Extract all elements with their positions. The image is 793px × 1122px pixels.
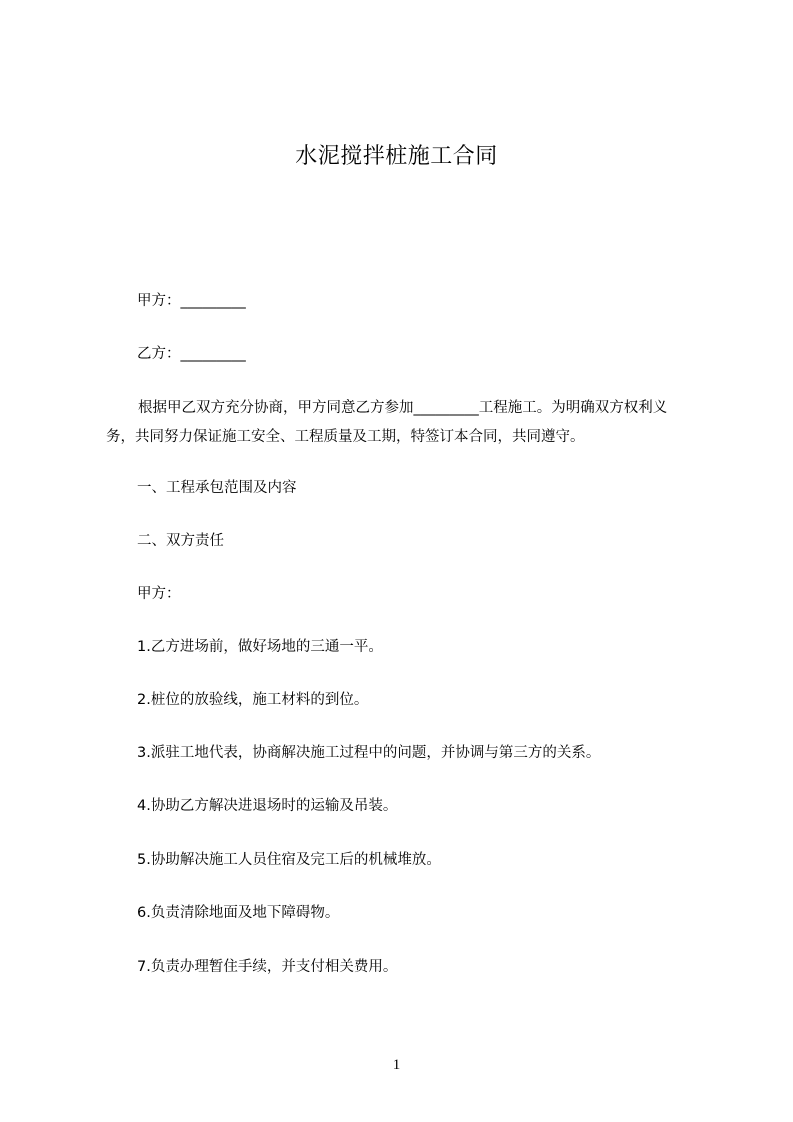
section-1-heading: 一、工程承包范围及内容 bbox=[137, 480, 297, 496]
list-item: 4.协助乙方解决进退场时的运输及吊装。 bbox=[137, 798, 398, 814]
list-item: 7.负责办理暂住手续，并支付相关费用。 bbox=[137, 959, 398, 975]
list-item: 1.乙方进场前，做好场地的三通一平。 bbox=[137, 639, 383, 655]
party-b-line: 乙方：_________ bbox=[137, 346, 246, 362]
party-a-line: 甲方：_________ bbox=[137, 293, 246, 309]
page-number: 1 bbox=[392, 1057, 401, 1073]
document-title: 水泥搅拌桩施工合同 bbox=[295, 144, 498, 169]
preamble-text: 根据甲乙双方充分协商，甲方同意乙方参加_________工程施工。为明确双方权利义务，共同努力保证施工安全、工程质量及工期，特签订本合同，共同遵守。 bbox=[106, 400, 668, 445]
section-2-heading: 二、双方责任 bbox=[137, 533, 224, 549]
list-item: 2.桩位的放验线，施工材料的到位。 bbox=[137, 692, 369, 708]
party-a-heading: 甲方： bbox=[137, 586, 181, 602]
list-item: 6.负责清除地面及地下障碍物。 bbox=[137, 905, 340, 921]
preamble-paragraph bbox=[106, 394, 696, 452]
list-item: 5.协助解决施工人员住宿及完工后的机械堆放。 bbox=[137, 852, 441, 868]
list-item: 3.派驻工地代表，协商解决施工过程中的问题，并协调与第三方的关系。 bbox=[137, 745, 601, 761]
